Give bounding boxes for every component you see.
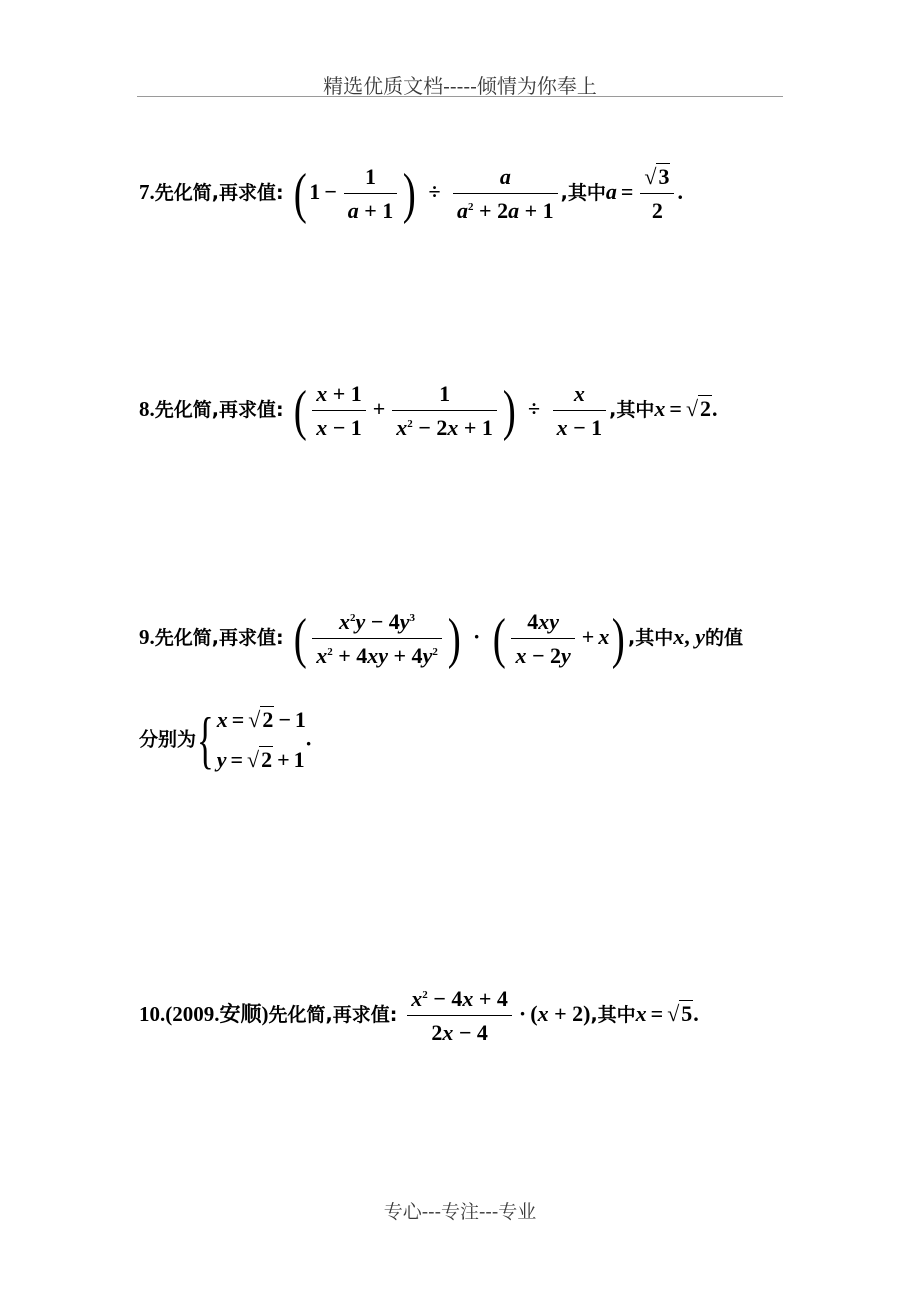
problem-number: 7.	[139, 180, 155, 205]
problem-9: 9.先化简,再求值: ( $\frac{x^2y - 4y^3}{x^2 + 4xy + 4y^2}$ ) · ( $\frac{4xy}{x - 2y}$ + x) ,其中x, y的值	[139, 608, 743, 670]
problem-source: (2009.安顺)	[165, 1002, 269, 1027]
condition-variable: x	[654, 396, 666, 422]
values-prefix: 分别为	[139, 728, 197, 751]
equation-system: { x = √2 − 1 y = √2 + 1	[196, 704, 306, 775]
problem-10: 10.(2009.安顺)先化简,再求值: $\frac{x^2 - 4x + 4}{2x - 4}$ · (x + 2),其中x = √5.	[139, 986, 699, 1045]
x-value: 2	[262, 707, 274, 732]
page-header: 精选优质文档-----倾情为你奉上	[323, 74, 597, 98]
problem-8-expression: ( $\frac{x + 1}{x - 1}$ + $\frac{1}{x^2 - 2x + 1}$ ) ÷ $\frac{x}{x - 1}$	[291, 396, 610, 421]
problem-instruction: 先化简,再求值:	[154, 627, 284, 650]
header-divider	[137, 96, 783, 97]
condition-prefix: ,其中	[590, 1004, 636, 1027]
condition-prefix: ,其中	[560, 182, 606, 205]
problem-9-values: 分别为{ x = √2 − 1 y = √2 + 1 .	[139, 700, 311, 780]
problem-instruction: 先化简,再求值:	[268, 1004, 398, 1027]
problem-7-expression: ( 1 − $\frac{1}{a + 1}$ ) ÷ $\frac{a}{a^2 + 2a + 1}$	[291, 179, 561, 204]
condition-tail: 的值	[704, 627, 743, 650]
problem-9-expression: ( $\frac{x^2y - 4y^3}{x^2 + 4xy + 4y^2}$ ) · ( $\frac{4xy}{x - 2y}$ + x)	[293, 608, 626, 670]
problem-number: 8.	[139, 397, 155, 422]
condition-value: 2	[700, 396, 712, 422]
problem-8: 8.先化简,再求值: ( $\frac{x + 1}{x - 1}$ + $\frac{1}{x^2 - 2x + 1}$ ) ÷ $\frac{x}{x - 1}$ ,其中x = √2.	[139, 380, 718, 442]
condition-value-numerator: 3	[658, 164, 670, 189]
condition-variable: a	[605, 179, 617, 205]
condition-variable: x	[635, 1001, 647, 1027]
condition-value: 5	[681, 1001, 693, 1027]
problem-number: 9.	[139, 625, 155, 650]
problem-instruction: 先化简,再求值:	[154, 182, 284, 205]
problem-10-expression: $\frac{x^2 - 4x + 4}{2x - 4}$ · (x + 2)	[404, 1001, 590, 1026]
problem-instruction: 先化简,再求值:	[154, 399, 284, 422]
y-value: 2	[261, 747, 273, 772]
condition-prefix: ,其中	[609, 399, 655, 422]
condition-value-denominator: 2	[651, 198, 663, 223]
problem-number: 10.	[139, 1002, 166, 1027]
problem-7: 7.先化简,再求值: ( 1 − $\frac{1}{a + 1}$ ) ÷ $\frac{a}{a^2 + 2a + 1}$ ,其中a = $\frac{√3}{2}$ .	[139, 163, 683, 225]
condition-prefix: ,其中	[628, 627, 674, 650]
page-footer: 专心---专注---专业	[383, 1201, 537, 1223]
